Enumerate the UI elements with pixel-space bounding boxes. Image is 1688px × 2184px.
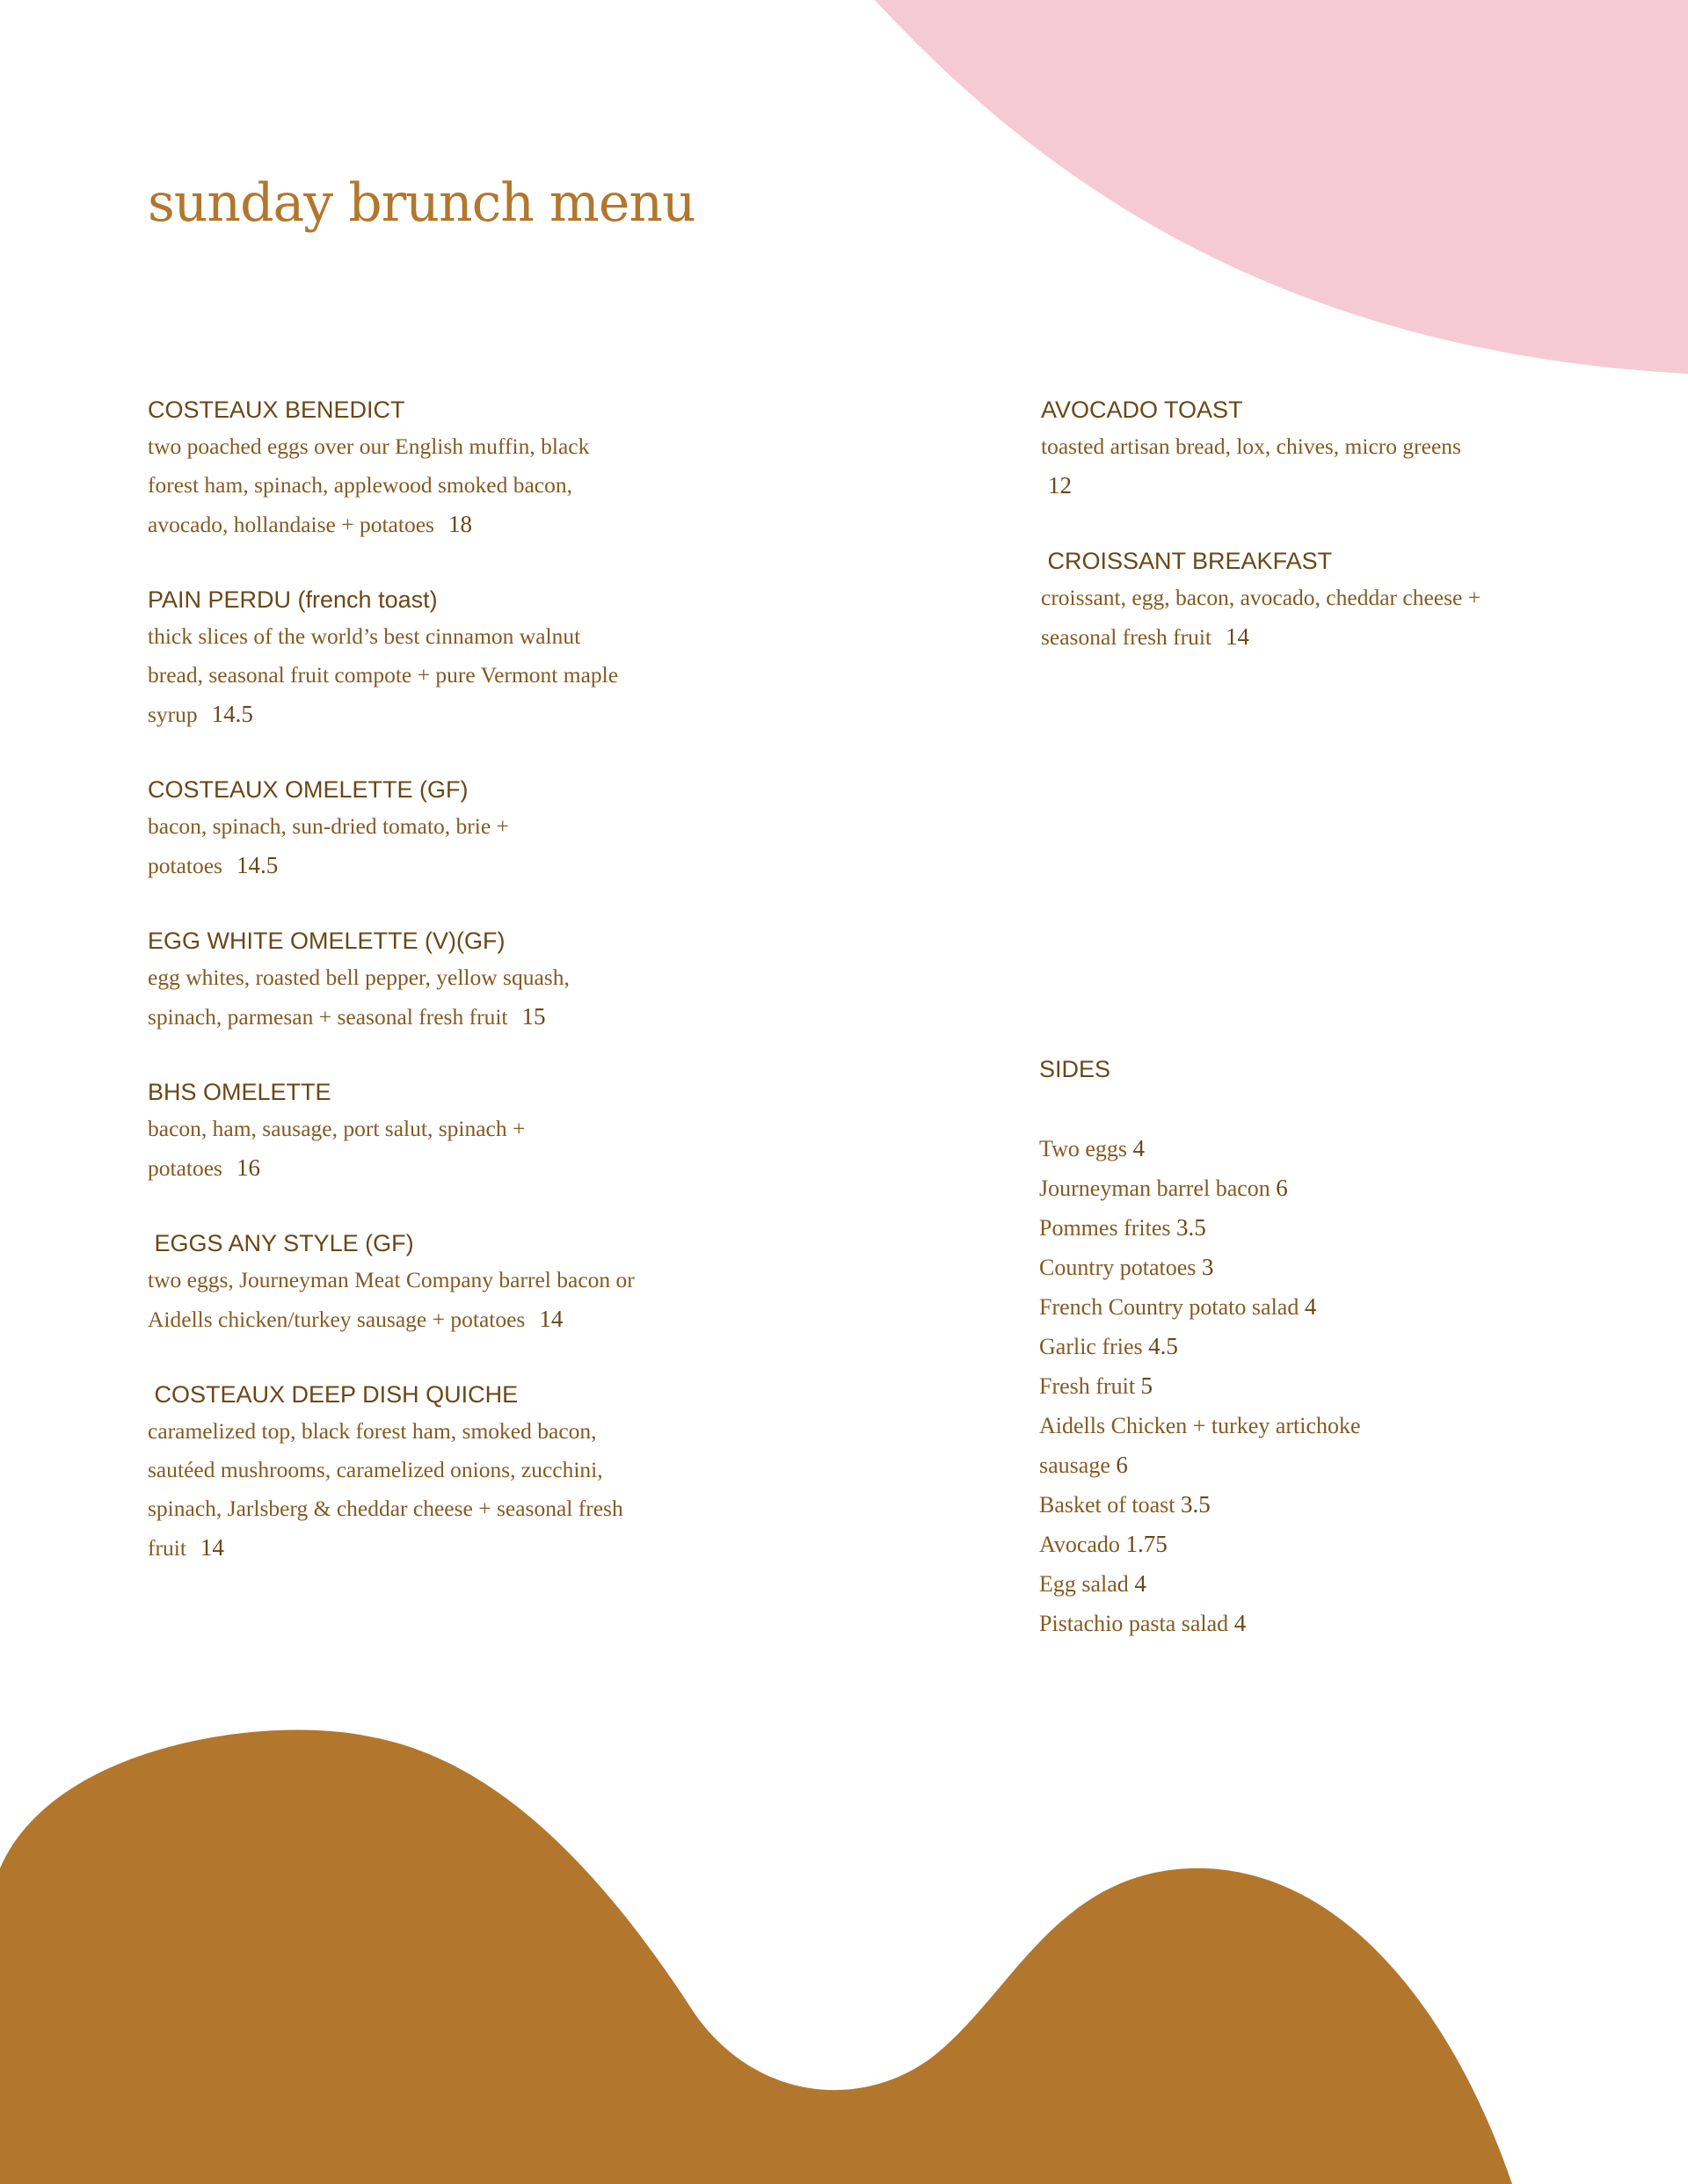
menu-item-name: EGG WHITE OMELETTE (V)(GF): [148, 928, 506, 954]
menu-item-name: CROISSANT BREAKFAST: [1041, 548, 1333, 574]
menu-item-name: COSTEAUX DEEP DISH QUICHE: [148, 1381, 519, 1408]
side-item-name: Pommes frites: [1039, 1215, 1171, 1241]
menu-item-description: [148, 1412, 640, 1568]
side-item-name: Aidells Chicken + turkey artichoke: [1039, 1413, 1361, 1438]
menu-item-price: 14: [200, 1534, 224, 1561]
side-item: [1039, 1287, 1532, 1327]
menu-column-left: [148, 392, 640, 1605]
menu-item-name: BHS OMELETTE: [148, 1079, 331, 1105]
side-item-name: Fresh fruit: [1039, 1373, 1136, 1399]
side-item-price: 6: [1276, 1175, 1288, 1201]
side-item: [1039, 1366, 1532, 1406]
side-item: [1039, 1485, 1532, 1525]
menu-item-description: [148, 958, 640, 1037]
menu-item-description: [1041, 427, 1533, 506]
menu-item: [1041, 543, 1533, 657]
menu-item-description-text: croissant, egg, bacon, avocado, cheddar cheese + seasonal fresh fruit: [1041, 585, 1481, 650]
menu-item-description: [148, 427, 640, 544]
menu-item-price: 16: [236, 1154, 260, 1181]
menu-item: [148, 772, 640, 885]
side-item-name: Avocado: [1039, 1532, 1120, 1557]
menu-item: [148, 392, 640, 544]
menu-item-name: COSTEAUX OMELETTE (GF): [148, 776, 469, 803]
menu-item-name: PAIN PERDU (french toast): [148, 586, 438, 613]
menu-item-description-text: caramelized top, black forest ham, smoked bacon, sautéed mushrooms, caramelized onions, zucchini, spinach, Jarlsberg & cheddar cheese + seasonal fresh fruit: [148, 1418, 623, 1561]
menu-item: [148, 923, 640, 1037]
side-item: [1039, 1327, 1532, 1366]
menu-item-description: [148, 1261, 640, 1339]
side-item-price: 1.75: [1125, 1531, 1168, 1557]
menu-item: [148, 1377, 640, 1568]
menu-item-price: 12: [1048, 472, 1072, 499]
menu-item-price: 15: [521, 1003, 546, 1030]
side-item-name: Garlic fries: [1039, 1334, 1143, 1359]
menu-item-description: [148, 807, 640, 885]
side-item-price: 5: [1140, 1372, 1153, 1399]
side-item-price: 3.5: [1181, 1491, 1211, 1518]
side-item-name: French Country potato salad: [1039, 1294, 1299, 1320]
side-item-name: Pistachio pasta salad: [1039, 1611, 1229, 1636]
side-item-price: 4: [1134, 1570, 1146, 1597]
menu-item: [1041, 392, 1533, 506]
sides-section: [1039, 1052, 1532, 1643]
side-item: [1039, 1525, 1532, 1564]
side-item: [1039, 1168, 1532, 1208]
side-item-price: 4: [1233, 1610, 1247, 1636]
menu-item-description: [1041, 579, 1533, 657]
side-item-name: Two eggs: [1039, 1136, 1128, 1161]
menu-item-description-text: bacon, ham, sausage, port salut, spinach + potatoes: [148, 1116, 526, 1181]
side-item: [1039, 1129, 1532, 1168]
menu-item-description-text: thick slices of the world’s best cinnamon walnut bread, seasonal fruit compote + pure Vermont maple syrup: [148, 623, 619, 727]
side-item: [1039, 1208, 1532, 1248]
side-item: [1039, 1604, 1532, 1643]
side-item: [1039, 1406, 1532, 1445]
brown-wave-shape: [0, 1730, 1512, 2184]
menu-item-price: 14.5: [236, 852, 279, 878]
menu-item-description-text: two eggs, Journeyman Meat Company barrel bacon or Aidells chicken/turkey sausage + potatoes: [148, 1267, 635, 1332]
side-item-name: Egg salad: [1039, 1571, 1129, 1597]
side-item-name: sausage: [1039, 1452, 1110, 1478]
menu-item-name: COSTEAUX BENEDICT: [148, 397, 405, 423]
menu-item-price: 14: [539, 1306, 564, 1332]
page-title: sunday brunch menu: [148, 172, 695, 234]
menu-item: [148, 582, 640, 734]
side-item: [1039, 1564, 1532, 1604]
side-item-price: 4: [1304, 1293, 1317, 1320]
menu-item-name: EGGS ANY STYLE (GF): [148, 1230, 414, 1256]
menu-item-price: 14.5: [211, 701, 253, 727]
sides-list: [1039, 1129, 1532, 1643]
menu-item-description: [148, 1110, 640, 1188]
side-item-name: Basket of toast: [1039, 1492, 1175, 1518]
menu-item-description: [148, 617, 640, 734]
menu-item-name: AVOCADO TOAST: [1041, 397, 1243, 423]
side-item-price: 6: [1116, 1452, 1128, 1478]
menu-item: [148, 1074, 640, 1188]
side-item-name: Journeyman barrel bacon: [1039, 1176, 1270, 1201]
side-item: [1039, 1445, 1532, 1485]
pink-circle-shape: [875, 0, 1688, 374]
menu-item-description-text: toasted artisan bread, lox, chives, micro greens: [1041, 433, 1461, 459]
menu-item-description-text: bacon, spinach, sun-dried tomato, brie + potatoes: [148, 813, 509, 878]
sides-heading: SIDES: [1039, 1056, 1111, 1082]
menu-item-price: 18: [447, 511, 472, 537]
menu-item-description-text: egg whites, roasted bell pepper, yellow squash, spinach, parmesan + seasonal fresh fruit: [148, 965, 570, 1030]
side-item-price: 4: [1132, 1135, 1146, 1161]
menu-item: [148, 1226, 640, 1339]
side-item-name: Country potatoes: [1039, 1255, 1197, 1280]
side-item: [1039, 1248, 1532, 1287]
side-item-price: 4.5: [1148, 1333, 1178, 1359]
side-item-price: 3: [1201, 1254, 1214, 1280]
side-item-price: 3.5: [1176, 1214, 1206, 1241]
menu-item-description-text: two poached eggs over our English muffin, black forest ham, spinach, applewood smoked bacon, avocado, hollandaise + potatoes: [148, 433, 590, 537]
menu-column-right: [1041, 392, 1533, 695]
menu-item-price: 14: [1226, 623, 1250, 650]
